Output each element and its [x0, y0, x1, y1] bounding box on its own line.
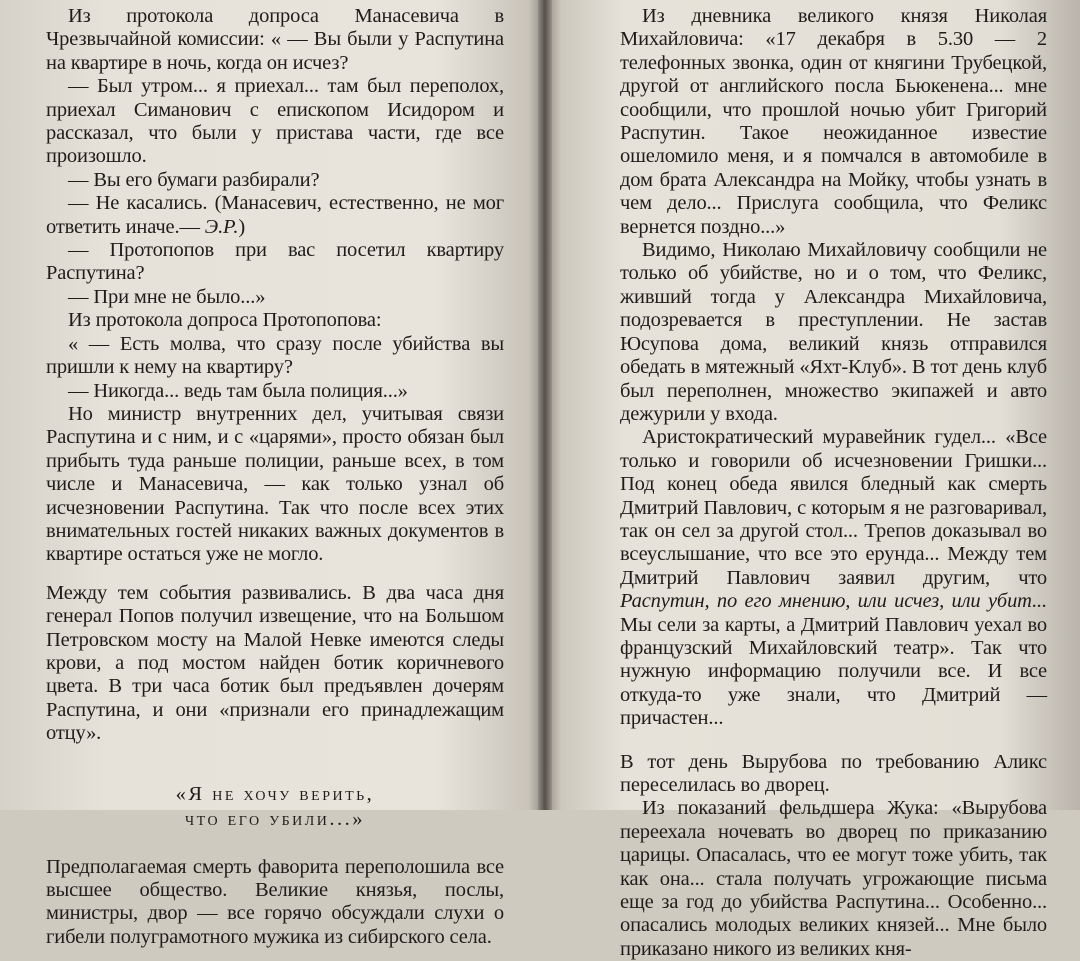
paragraph: Аристократический муравейник гудел... «Все только и говорили об исчезновении Гришки... Под конец обеда явился бледный как смерть Дмитрий Павлович, с которым я не разговаривал, так он сел за другой стол... Трепов доказывал во всеуслышание, что все это ерунда... Между тем Дмитрий Павлович заявил другим, что Распутин, по его мнению, или исчез, или убит... Мы сели за карты, а Дмитрий Павлович уехал во французский Михайловский театр». Так что нужную информацию получили все. И все откуда-то уже знали, что Дмитрий — причастен...	[620, 426, 1047, 730]
paragraph: — При мне не было...»	[68, 285, 266, 308]
paragraph: Между тем события развивались. В два часа дня генерал Попов получил извещение, что на Большом Петровском мосту на Малой Невке имеются следы крови, а под мостом найден ботик коричневого цвета. В три часа ботик был предъявлен дочерям Распутина, и они «признали его принадлежащим отцу».	[46, 581, 504, 745]
right-page-text	[620, 5, 1047, 961]
paragraph: — Никогда... ведь там была полиция...»	[68, 379, 408, 402]
paragraph: Из протокола допроса Протопопова:	[68, 309, 382, 332]
left-page	[0, 0, 545, 948]
paragraph: Видимо, Николаю Михайловичу сообщили не только об убийстве, но и о том, что Феликс, живший тогда у Александра Михайловича, подозревается в преступлении. Не застав Юсупова дома, великий князь отправился обедать в мятежный «Яхт-Клуб». В тот день клуб был переполнен, множество экипажей и авто дежурили у входа.	[620, 239, 1047, 425]
right-page	[545, 0, 1080, 960]
book-gutter	[538, 0, 552, 810]
paragraph: Из протокола допроса Манасевича в Чрезвычайной комиссии: « — Вы были у Распутина на квартире в ночь, когда он исчез?	[46, 5, 504, 74]
paragraph: Предполагаемая смерть фаворита переполошила все высшее общество. Великие князья, послы, министры, двор — все горячо обсуждали слухи о гибели полуграмотного мужика из сибирского села.	[46, 855, 504, 948]
left-page-text	[46, 5, 504, 949]
italic-quote: Распутин, по его мнению, или исчез, или убит...	[620, 590, 1047, 613]
paragraph: Из дневника великого князя Николая Михайловича: «17 декабря в 5.30 — 2 телефонных звонка, один от княгини Трубецкой, другой от английского посла Бьюкенена... мне сообщили, что прошлой ночью убит Григорий Распутин. Такое неожиданное известие ошеломило меня, и я помчался в автомобиле в дом брата Александра на Мойку, чтобы узнать в чем дело... Прислуга сообщила, что Феликс вернется поздно...»	[620, 5, 1047, 238]
paragraph: « — Есть молва, что сразу после убийства вы пришли к нему на квартиру?	[46, 332, 504, 379]
paragraph: — Вы его бумаги разбирали?	[68, 168, 320, 191]
paragraph: — Протопопов при вас посетил квартиру Распутина?	[46, 239, 504, 285]
section-heading	[46, 782, 504, 832]
paragraph: В тот день Вырубова по требованию Аликс переселилась во дворец.	[620, 750, 1047, 796]
paragraph: — Не касались. (Манасевич, естественно, не мог ответить иначе.— Э.Р.)	[46, 192, 504, 238]
paragraph: — Был утром... я приехал... там был переполох, приехал Симанович с епископом Исидором и рассказал, что были у пристава части, где все произошло.	[46, 75, 504, 168]
heading-line: что его убили...»	[184, 807, 366, 830]
author-initials: Э.Р.	[204, 215, 239, 238]
paragraph: Из показаний фельдшера Жука: «Вырубова переехала ночевать во дворец по приказанию царицы. Опасалась, что ее могут тоже убить, так как она... стала получать угрожающие письма еще за год до убийства Распутина... Особенно... опасались молодых великих князей... Мне было приказано никого из великих кня-	[620, 797, 1047, 960]
heading-line: «Я не хочу верить,	[175, 782, 375, 805]
paragraph: Но министр внутренних дел, учитывая связи Распутина и с ним, и с «царями», просто обязан был прибыть туда раньше полиции, раньше всех, в том числе и Манасевича, — как только узнал об исчезновении Распутина. Так что после всех этих внимательных гостей никаких важных документов в квартире остаться уже не могло.	[46, 402, 504, 566]
